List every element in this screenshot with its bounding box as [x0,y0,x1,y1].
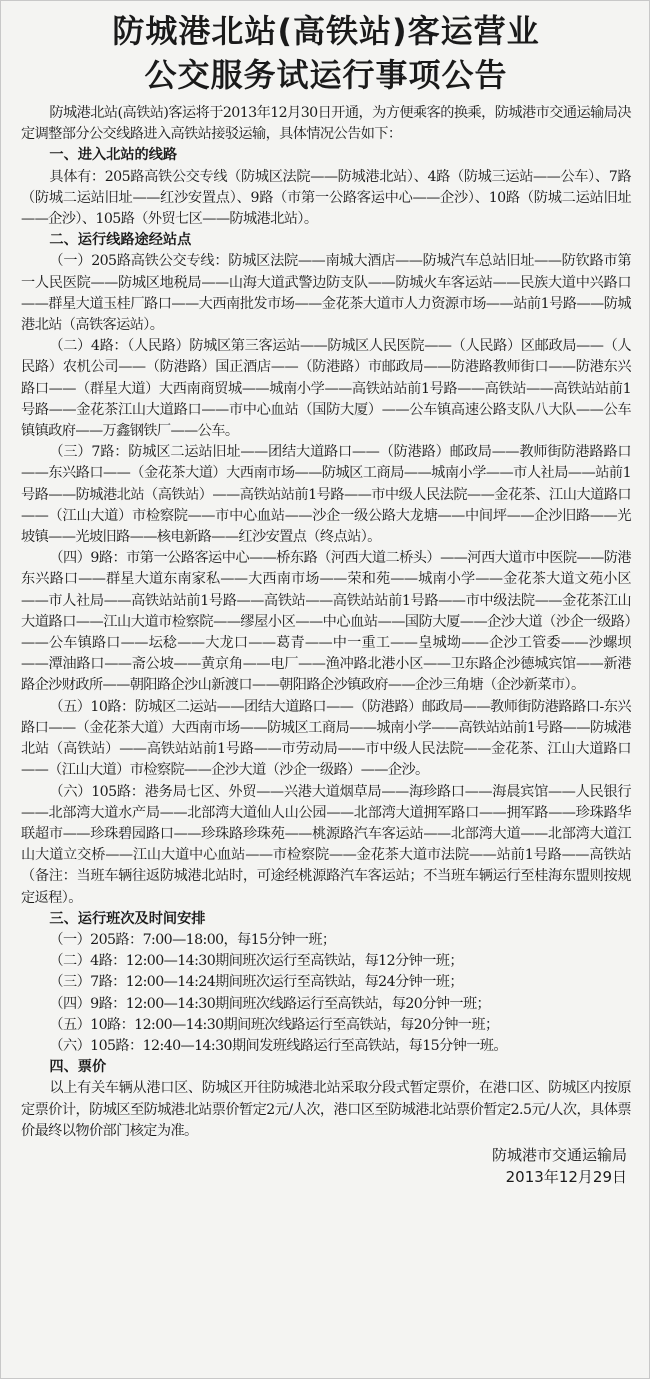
section-2-heading: 二、运行线路途经站点 [49,232,192,249]
signature-date: 2013年12月29日 [505,1167,627,1186]
intro-paragraph: 防城港北站(高铁站)客运将于2013年12月30日开通，为方便乘客的换乘，防城港市交通运输局决定调整部分公交线路进入高铁站接驳运输，具体情况公告如下： [21,105,631,143]
section-3-heading: 三、运行班次及时间安排 [49,910,206,927]
signature-block [21,1144,631,1188]
schedule-205: （一）205路：7:00—18:00，每15分钟一班； [49,931,336,948]
schedule-105: （六）105路：12:40—14:30期间发班线路运行至高铁站，每15分钟一班。 [49,1037,507,1054]
schedule-7: （三）7路：12:00—14:24期间班次运行至高铁站，每24分钟一班； [49,974,463,991]
route-10: （五）10路：防城区二运站——团结大道路口——（防港路）邮政局——教师街防港路路口-东兴路口——（金花茶大道）大西南市场——防城区工商局——城南小学——高铁站站前1号路——防城港北站（高铁站）——高铁站站前1号路——市劳动局——市中级人民法院——金花茶、江山大道路口——（江山大道）市检察院——企沙大道（沙企一级路）——企沙。 [21,698,631,779]
section-4-heading: 四、票价 [49,1059,107,1076]
route-105: （六）105路：港务局七区、外贸——兴港大道烟草局——海珍路口——海晨宾馆——人民银行——北部湾大道水产局——北部湾大道仙人山公园——北部湾大道拥军路口——拥军路——珍珠路华联超市——珍珠碧园路口——珍珠路珍珠苑——桃源路汽车客运站——北部湾大道——北部湾大道江山大道立交桥——江山大道中心血站——市检察院——金花茶大道市法院——站前1号路——高铁站（备注：当班车辆往返防城港北站时，可途经桃源路汽车客运站；不当班车辆运行至桂海东盟则按规定返程）。 [21,783,631,906]
schedule-4: （二）4路：12:00—14:30期间班次运行至高铁站，每12分钟一班； [49,953,463,970]
announcement-title [21,9,631,97]
route-9: （四）9路：市第一公路客运中心——桥东路（河西大道二桥头）——河西大道市中医院——防港东兴路口——群星大道东南家私——大西南市场——荣和苑——城南小学——金花茶大道文苑小区——市人社局——高铁站站前1号路——高铁站——高铁站站前1号路——市中级法院——金花茶江山大道路口——江山大道市检察院——缪屋小区——中心血站——国防大厦——企沙大道（沙企一级路）——公车镇路口——坛稔——大龙口——葛青——中一重工——皇城坳——企沙工管委——沙螺坝——潭油路口——斋公坡——黄京角——电厂——渔冲路北港小区——卫东路企沙德城宾馆——新港路企沙财政所——朝阳路企沙山新渡口——朝阳路企沙镇政府——企沙三角塘（企沙新菜市）。 [21,550,631,694]
schedule-10: （五）10路：12:00—14:30期间班次线路运行至高铁站，每20分钟一班； [49,1016,499,1033]
route-7: （三）7路：防城区二运站旧址——团结大道路口——（防港路）邮政局——教师街防港路路口——东兴路口——（金花茶大道）大西南市场——防城区工商局——城南小学——市人社局——站前1号路——防城港北站（高铁站）——高铁站站前1号路——市中级人民法院——金花茶、江山大道路口——（江山大道）市检察院——市中心血站——沙企一级公路大龙塘——中间坪——企沙旧路——光坡镇——光坡旧路——核电新路——红沙安置点（终点站）。 [21,444,631,546]
title-line-2: 公交服务试运行事项公告 [144,56,508,94]
route-4: （二）4路：（人民路）防城区第三客运站——防城区人民医院——（人民路）区邮政局——（人民路）农机公司——（防港路）国正酒店——（防港路）市邮政局——防港路教师街口——防港东兴路口——（群星大道）大西南商贸城——城南小学——高铁站站前1号路——高铁站——高铁站站前1号路——金花茶江山大道路口——市中心血站（国防大厦）——公车镇高速公路支队八大队——公车镇镇政府——万鑫钢铁厂——公车。 [21,338,631,440]
title-line-1: 防城港北站(高铁站)客运营业 [112,12,540,50]
signature-org: 防城港市交通运输局 [491,1145,627,1164]
section-1-text: 具体有：205路高铁公交专线（防城区法院——防城港北站）、4路（防城三运站——公车）、7路（防城二运站旧址——红沙安置点）、9路（市第一公路客运中心——企沙）、10路（防城二运站旧址——企沙）、105路（外贸七区——防城港北站）。 [21,168,631,228]
route-205: （一）205路高铁公交专线：防城区法院——南城大酒店——防城汽车总站旧址——防钦路市第一人民医院——防城区地税局——山海大道武警边防支队——防城火车客运站——民族大道中兴路口——群星大道玉桂厂路口——大西南批发市场——金花茶大道市人力资源市场——站前1号路——防城港北站（高铁客运站）。 [21,253,631,334]
announcement-body [21,103,631,1142]
section-4-text: 以上有关车辆从港口区、防城区开往防城港北站采取分段式暂定票价，在港口区、防城区内按原定票价计，防城区至防城港北站票价暂定2元/人次，港口区至防城港北站票价暂定2.5元/人次，具体票价最终以物价部门核定为准。 [21,1080,631,1139]
schedule-9: （四）9路：12:00—14:30期间班次线路运行至高铁站，每20分钟一班； [49,995,491,1012]
section-1-heading: 一、进入北站的线路 [49,147,178,164]
